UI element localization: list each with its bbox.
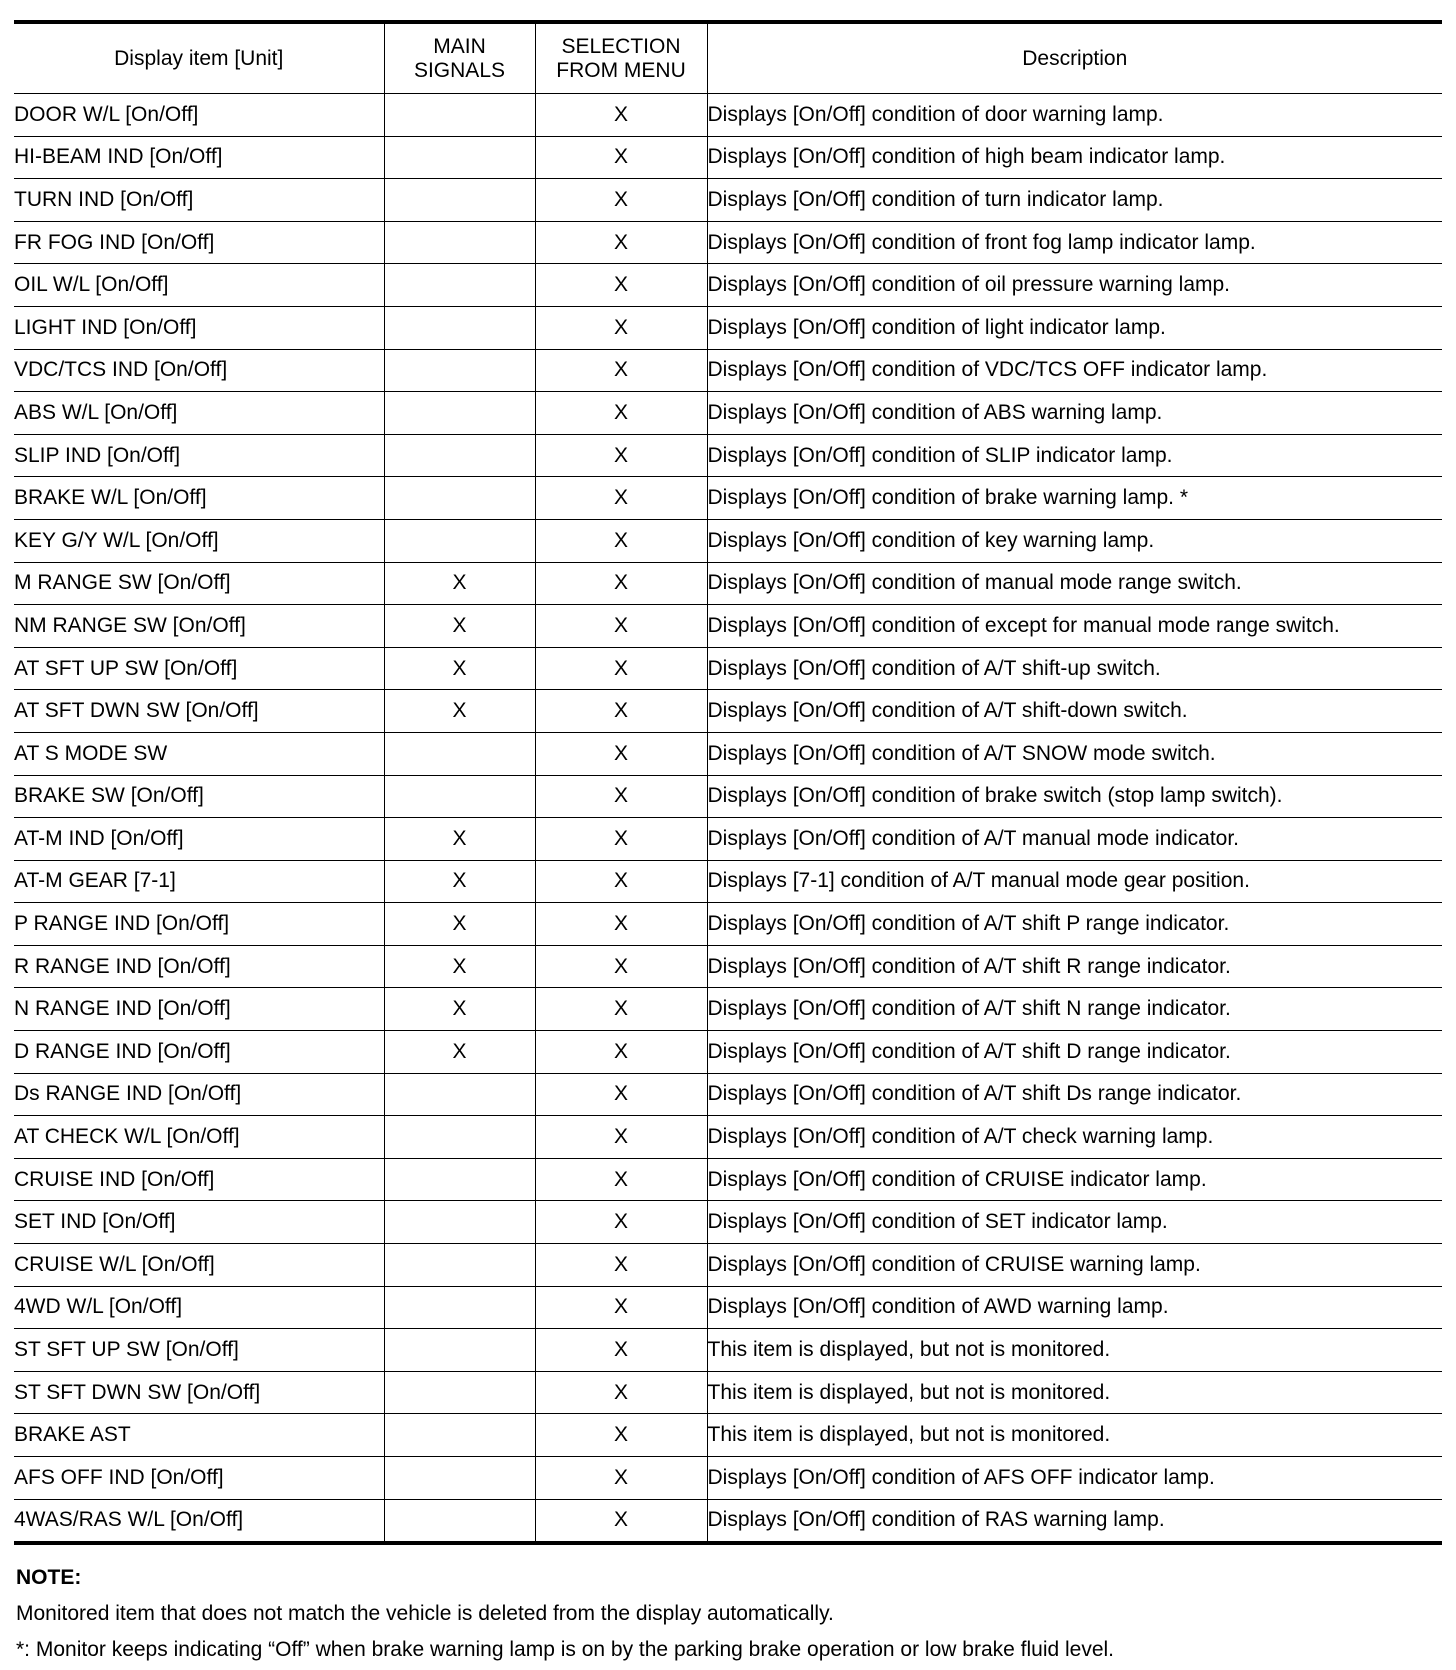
main-signals-cell	[384, 1457, 535, 1500]
table-row	[14, 860, 1442, 903]
display-item-cell: BRAKE SW [On/Off]	[14, 775, 384, 818]
display-item-cell: KEY G/Y W/L [On/Off]	[14, 519, 384, 562]
monitor-item-table	[14, 20, 1442, 1545]
selection-cell: X	[535, 349, 707, 392]
main-signals-cell	[384, 1244, 535, 1287]
main-signals-cell	[384, 136, 535, 179]
display-item-cell: BRAKE AST	[14, 1414, 384, 1457]
selection-cell: X	[535, 264, 707, 307]
table-row	[14, 818, 1442, 861]
table-row	[14, 136, 1442, 179]
selection-cell: X	[535, 818, 707, 861]
display-item-cell: Ds RANGE IND [On/Off]	[14, 1073, 384, 1116]
selection-cell: X	[535, 1371, 707, 1414]
display-item-cell: AT CHECK W/L [On/Off]	[14, 1116, 384, 1159]
description-cell: Displays [On/Off] condition of oil pressure warning lamp.	[707, 264, 1442, 307]
main-signals-cell	[384, 1371, 535, 1414]
main-signals-cell	[384, 477, 535, 520]
main-signals-cell: X	[384, 903, 535, 946]
table-row	[14, 988, 1442, 1031]
display-item-cell: VDC/TCS IND [On/Off]	[14, 349, 384, 392]
main-signals-cell: X	[384, 562, 535, 605]
selection-cell: X	[535, 1244, 707, 1287]
description-cell: Displays [On/Off] condition of A/T shift-down switch.	[707, 690, 1442, 733]
table-row	[14, 647, 1442, 690]
main-signals-cell: X	[384, 647, 535, 690]
display-item-cell: SET IND [On/Off]	[14, 1201, 384, 1244]
main-signals-cell	[384, 306, 535, 349]
main-signals-cell	[384, 1116, 535, 1159]
selection-cell: X	[535, 136, 707, 179]
main-signals-cell	[384, 349, 535, 392]
description-cell: Displays [On/Off] condition of A/T shift N range indicator.	[707, 988, 1442, 1031]
display-item-cell: ST SFT UP SW [On/Off]	[14, 1329, 384, 1372]
description-cell: Displays [On/Off] condition of front fog lamp indicator lamp.	[707, 221, 1442, 264]
table-row	[14, 605, 1442, 648]
selection-cell: X	[535, 94, 707, 137]
main-signals-cell: X	[384, 860, 535, 903]
table-row	[14, 732, 1442, 775]
display-item-cell: N RANGE IND [On/Off]	[14, 988, 384, 1031]
selection-cell: X	[535, 945, 707, 988]
main-signals-cell	[384, 179, 535, 222]
table-row	[14, 434, 1442, 477]
display-item-cell: ST SFT DWN SW [On/Off]	[14, 1371, 384, 1414]
main-signals-cell	[384, 1286, 535, 1329]
table-row	[14, 1414, 1442, 1457]
note-title: NOTE:	[16, 1566, 82, 1589]
main-signals-cell: X	[384, 945, 535, 988]
table-row	[14, 1031, 1442, 1074]
display-item-cell: LIGHT IND [On/Off]	[14, 306, 384, 349]
description-cell: Displays [On/Off] condition of SET indicator lamp.	[707, 1201, 1442, 1244]
display-item-cell: AT-M IND [On/Off]	[14, 818, 384, 861]
main-signals-cell	[384, 1414, 535, 1457]
table-row	[14, 1286, 1442, 1329]
main-signals-cell	[384, 775, 535, 818]
selection-cell: X	[535, 1329, 707, 1372]
note-line-2: *: Monitor keeps indicating “Off” when brake warning lamp is on by the parking brake operation or low brake fluid level.	[16, 1638, 1115, 1661]
table-row	[14, 1073, 1442, 1116]
selection-cell: X	[535, 647, 707, 690]
main-signals-cell	[384, 1499, 535, 1543]
main-signals-cell	[384, 392, 535, 435]
main-signals-cell	[384, 1201, 535, 1244]
selection-cell: X	[535, 1073, 707, 1116]
display-item-cell: CRUISE W/L [On/Off]	[14, 1244, 384, 1287]
display-item-cell: BRAKE W/L [On/Off]	[14, 477, 384, 520]
selection-cell: X	[535, 306, 707, 349]
display-item-cell: ABS W/L [On/Off]	[14, 392, 384, 435]
description-cell: Displays [On/Off] condition of door warning lamp.	[707, 94, 1442, 137]
table-row	[14, 945, 1442, 988]
display-item-cell: OIL W/L [On/Off]	[14, 264, 384, 307]
display-item-cell: 4WAS/RAS W/L [On/Off]	[14, 1499, 384, 1543]
table-row	[14, 306, 1442, 349]
main-signals-cell	[384, 1073, 535, 1116]
table-row	[14, 94, 1442, 137]
main-signals-cell	[384, 264, 535, 307]
table-body	[14, 94, 1442, 1544]
description-cell: Displays [On/Off] condition of A/T manual mode indicator.	[707, 818, 1442, 861]
header-display-item: Display item [Unit]	[14, 22, 384, 94]
table-row	[14, 562, 1442, 605]
table-row	[14, 519, 1442, 562]
display-item-cell: 4WD W/L [On/Off]	[14, 1286, 384, 1329]
description-cell: Displays [On/Off] condition of A/T shift Ds range indicator.	[707, 1073, 1442, 1116]
description-cell: Displays [On/Off] condition of manual mode range switch.	[707, 562, 1442, 605]
table-row	[14, 1116, 1442, 1159]
description-cell: Displays [On/Off] condition of brake warning lamp. *	[707, 477, 1442, 520]
selection-cell: X	[535, 434, 707, 477]
table-row	[14, 1371, 1442, 1414]
description-cell: Displays [On/Off] condition of A/T SNOW mode switch.	[707, 732, 1442, 775]
table-row	[14, 1499, 1442, 1543]
description-cell: Displays [On/Off] condition of CRUISE warning lamp.	[707, 1244, 1442, 1287]
selection-cell: X	[535, 1499, 707, 1543]
main-signals-cell: X	[384, 690, 535, 733]
description-cell: Displays [On/Off] condition of brake switch (stop lamp switch).	[707, 775, 1442, 818]
table-row	[14, 1201, 1442, 1244]
description-cell: Displays [On/Off] condition of turn indicator lamp.	[707, 179, 1442, 222]
main-signals-cell	[384, 1329, 535, 1372]
description-cell: Displays [On/Off] condition of key warning lamp.	[707, 519, 1442, 562]
selection-cell: X	[535, 179, 707, 222]
main-signals-cell: X	[384, 605, 535, 648]
display-item-cell: AT SFT DWN SW [On/Off]	[14, 690, 384, 733]
table-row	[14, 1457, 1442, 1500]
selection-cell: X	[535, 1031, 707, 1074]
table-header-row	[14, 22, 1442, 94]
description-cell: Displays [On/Off] condition of A/T shift D range indicator.	[707, 1031, 1442, 1074]
table-row	[14, 392, 1442, 435]
main-signals-cell	[384, 221, 535, 264]
selection-cell: X	[535, 690, 707, 733]
table-row	[14, 221, 1442, 264]
display-item-cell: AT-M GEAR [7-1]	[14, 860, 384, 903]
main-signals-cell	[384, 732, 535, 775]
selection-cell: X	[535, 1414, 707, 1457]
description-cell: Displays [On/Off] condition of A/T shift-up switch.	[707, 647, 1442, 690]
description-cell: Displays [On/Off] condition of A/T shift R range indicator.	[707, 945, 1442, 988]
display-item-cell: AT SFT UP SW [On/Off]	[14, 647, 384, 690]
main-signals-cell: X	[384, 818, 535, 861]
table-row	[14, 1329, 1442, 1372]
description-cell: This item is displayed, but not is monitored.	[707, 1329, 1442, 1372]
description-cell: Displays [On/Off] condition of ABS warning lamp.	[707, 392, 1442, 435]
display-item-cell: DOOR W/L [On/Off]	[14, 94, 384, 137]
description-cell: Displays [On/Off] condition of A/T shift P range indicator.	[707, 903, 1442, 946]
description-cell: Displays [On/Off] condition of RAS warning lamp.	[707, 1499, 1442, 1543]
selection-cell: X	[535, 392, 707, 435]
selection-cell: X	[535, 477, 707, 520]
header-main-signals: MAIN SIGNALS	[384, 22, 535, 94]
description-cell: This item is displayed, but not is monitored.	[707, 1414, 1442, 1457]
description-cell: Displays [On/Off] condition of AWD warning lamp.	[707, 1286, 1442, 1329]
selection-cell: X	[535, 903, 707, 946]
table-row	[14, 1158, 1442, 1201]
selection-cell: X	[535, 1457, 707, 1500]
selection-cell: X	[535, 519, 707, 562]
table-row	[14, 775, 1442, 818]
table-row	[14, 349, 1442, 392]
display-item-cell: TURN IND [On/Off]	[14, 179, 384, 222]
main-signals-cell	[384, 434, 535, 477]
display-item-cell: AFS OFF IND [On/Off]	[14, 1457, 384, 1500]
selection-cell: X	[535, 775, 707, 818]
description-cell: This item is displayed, but not is monitored.	[707, 1371, 1442, 1414]
display-item-cell: FR FOG IND [On/Off]	[14, 221, 384, 264]
description-cell: Displays [On/Off] condition of A/T check warning lamp.	[707, 1116, 1442, 1159]
table-row	[14, 179, 1442, 222]
header-description: Description	[707, 22, 1442, 94]
note-line-1: Monitored item that does not match the vehicle is deleted from the display automatically.	[16, 1602, 834, 1625]
display-item-cell: R RANGE IND [On/Off]	[14, 945, 384, 988]
display-item-cell: CRUISE IND [On/Off]	[14, 1158, 384, 1201]
selection-cell: X	[535, 562, 707, 605]
main-signals-cell: X	[384, 1031, 535, 1074]
description-cell: Displays [On/Off] condition of CRUISE indicator lamp.	[707, 1158, 1442, 1201]
table-row	[14, 1244, 1442, 1287]
description-cell: Displays [On/Off] condition of except for manual mode range switch.	[707, 605, 1442, 648]
main-signals-cell	[384, 519, 535, 562]
selection-cell: X	[535, 1158, 707, 1201]
selection-cell: X	[535, 1201, 707, 1244]
description-cell: Displays [On/Off] condition of high beam indicator lamp.	[707, 136, 1442, 179]
display-item-cell: SLIP IND [On/Off]	[14, 434, 384, 477]
header-selection-from-menu: SELECTION FROM MENU	[535, 22, 707, 94]
selection-cell: X	[535, 860, 707, 903]
display-item-cell: AT S MODE SW	[14, 732, 384, 775]
selection-cell: X	[535, 1116, 707, 1159]
main-signals-cell	[384, 94, 535, 137]
description-cell: Displays [On/Off] condition of SLIP indicator lamp.	[707, 434, 1442, 477]
selection-cell: X	[535, 1286, 707, 1329]
display-item-cell: P RANGE IND [On/Off]	[14, 903, 384, 946]
table-row	[14, 264, 1442, 307]
table-row	[14, 690, 1442, 733]
display-item-cell: HI-BEAM IND [On/Off]	[14, 136, 384, 179]
main-signals-cell: X	[384, 988, 535, 1031]
selection-cell: X	[535, 221, 707, 264]
description-cell: Displays [On/Off] condition of light indicator lamp.	[707, 306, 1442, 349]
table-row	[14, 477, 1442, 520]
description-cell: Displays [On/Off] condition of VDC/TCS OFF indicator lamp.	[707, 349, 1442, 392]
description-cell: Displays [On/Off] condition of AFS OFF indicator lamp.	[707, 1457, 1442, 1500]
display-item-cell: NM RANGE SW [On/Off]	[14, 605, 384, 648]
selection-cell: X	[535, 732, 707, 775]
display-item-cell: M RANGE SW [On/Off]	[14, 562, 384, 605]
description-cell: Displays [7-1] condition of A/T manual mode gear position.	[707, 860, 1442, 903]
selection-cell: X	[535, 605, 707, 648]
display-item-cell: D RANGE IND [On/Off]	[14, 1031, 384, 1074]
selection-cell: X	[535, 988, 707, 1031]
table-row	[14, 903, 1442, 946]
main-signals-cell	[384, 1158, 535, 1201]
